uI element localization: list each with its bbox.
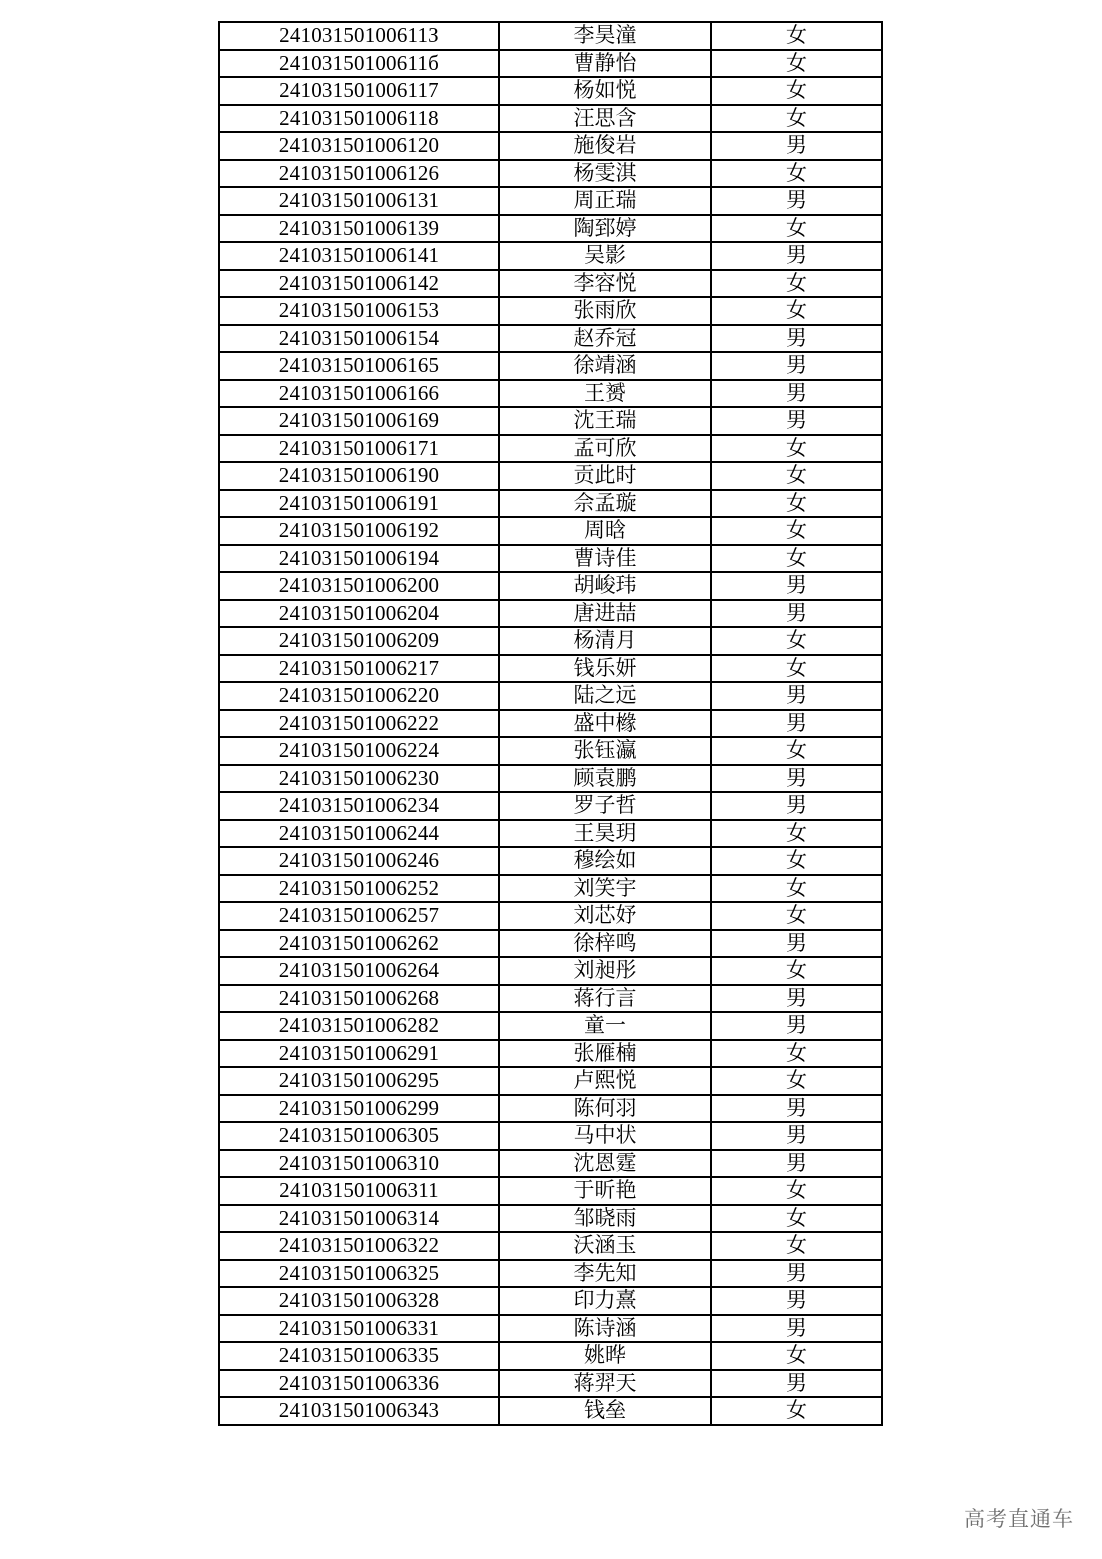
exam-number-cell: 241031501006246 xyxy=(219,847,499,875)
student-name-cell: 沈王瑞 xyxy=(499,407,711,435)
exam-number-cell: 241031501006252 xyxy=(219,875,499,903)
exam-number-cell: 241031501006166 xyxy=(219,380,499,408)
gender-cell: 女 xyxy=(711,270,882,298)
gender-cell: 女 xyxy=(711,160,882,188)
student-name-cell: 盛中橼 xyxy=(499,710,711,738)
gender-cell: 女 xyxy=(711,215,882,243)
gender-cell: 女 xyxy=(711,105,882,133)
exam-number-cell: 241031501006192 xyxy=(219,517,499,545)
gender-cell: 女 xyxy=(711,297,882,325)
table-row xyxy=(219,1232,882,1260)
student-name-cell: 钱乐妍 xyxy=(499,655,711,683)
table-row xyxy=(219,1150,882,1178)
table-row xyxy=(219,1342,882,1370)
table-row xyxy=(219,1067,882,1095)
student-name-cell: 胡峻玮 xyxy=(499,572,711,600)
gender-cell: 女 xyxy=(711,737,882,765)
exam-number-cell: 24103150100611б xyxy=(219,50,499,78)
table-row xyxy=(219,77,882,105)
gender-cell: 女 xyxy=(711,517,882,545)
table-row xyxy=(219,957,882,985)
gender-cell: 男 xyxy=(711,325,882,353)
table-row xyxy=(219,380,882,408)
gender-cell: 男 xyxy=(711,572,882,600)
table-row xyxy=(219,462,882,490)
student-name-cell: 李先知 xyxy=(499,1260,711,1288)
student-name-cell: 于昕艳 xyxy=(499,1177,711,1205)
gender-cell: 女 xyxy=(711,820,882,848)
gender-cell: 男 xyxy=(711,1260,882,1288)
exam-number-cell: 241031501006244 xyxy=(219,820,499,848)
table-row xyxy=(219,902,882,930)
table-row xyxy=(219,160,882,188)
gender-cell: 男 xyxy=(711,710,882,738)
table-row xyxy=(219,1177,882,1205)
table-row xyxy=(219,627,882,655)
gender-cell: 女 xyxy=(711,77,882,105)
gender-cell: 男 xyxy=(711,352,882,380)
student-name-cell: 马中状 xyxy=(499,1122,711,1150)
student-name-cell: 沃涵玉 xyxy=(499,1232,711,1260)
student-name-cell: 赵乔冠 xyxy=(499,325,711,353)
exam-number-cell: 241031501006299 xyxy=(219,1095,499,1123)
gender-cell: 男 xyxy=(711,1287,882,1315)
table-row xyxy=(219,242,882,270)
gender-cell: 女 xyxy=(711,50,882,78)
student-name-cell: 李容悦 xyxy=(499,270,711,298)
student-name-cell: 张钰瀛 xyxy=(499,737,711,765)
table-row xyxy=(219,22,882,50)
watermark-text: 高考直通车 xyxy=(964,1507,1074,1531)
gender-cell: 女 xyxy=(711,627,882,655)
exam-number-cell: 241031501006343 xyxy=(219,1397,499,1425)
student-name-cell: 罗子哲 xyxy=(499,792,711,820)
exam-number-cell: 241031501006171 xyxy=(219,435,499,463)
table-row xyxy=(219,1315,882,1343)
table-row xyxy=(219,270,882,298)
gender-cell: 男 xyxy=(711,1122,882,1150)
exam-number-cell: 241031501006305 xyxy=(219,1122,499,1150)
exam-number-cell: 241031501006234 xyxy=(219,792,499,820)
table-row xyxy=(219,1287,882,1315)
exam-number-cell: 241031501006139 xyxy=(219,215,499,243)
exam-number-cell: 241031501006222 xyxy=(219,710,499,738)
table-row xyxy=(219,737,882,765)
exam-number-cell: 241031501006322 xyxy=(219,1232,499,1260)
gender-cell: 男 xyxy=(711,1315,882,1343)
student-name-cell: 沈恩霆 xyxy=(499,1150,711,1178)
table-row xyxy=(219,187,882,215)
exam-number-cell: 241031501006169 xyxy=(219,407,499,435)
student-name-cell: 姚晔 xyxy=(499,1342,711,1370)
student-name-cell: 佘孟璇 xyxy=(499,490,711,518)
table-row xyxy=(219,1260,882,1288)
table-row xyxy=(219,847,882,875)
gender-cell: 女 xyxy=(711,545,882,573)
student-name-cell: 刘昶彤 xyxy=(499,957,711,985)
exam-number-cell: 241031501006325 xyxy=(219,1260,499,1288)
student-name-cell: 顾袁鹏 xyxy=(499,765,711,793)
exam-number-cell: 241031501006131 xyxy=(219,187,499,215)
gender-cell: 男 xyxy=(711,380,882,408)
exam-number-cell: 241031501006117 xyxy=(219,77,499,105)
student-name-cell: 张雨欣 xyxy=(499,297,711,325)
exam-number-cell: 241031501006328 xyxy=(219,1287,499,1315)
student-name-cell: 陈诗涵 xyxy=(499,1315,711,1343)
exam-number-cell: 241031501006190 xyxy=(219,462,499,490)
table-row xyxy=(219,875,882,903)
student-name-cell: 汪思含 xyxy=(499,105,711,133)
exam-number-cell: 241031501006314 xyxy=(219,1205,499,1233)
gender-cell: 男 xyxy=(711,132,882,160)
student-name-cell: 杨如悦 xyxy=(499,77,711,105)
gender-cell: 男 xyxy=(711,765,882,793)
gender-cell: 女 xyxy=(711,902,882,930)
student-name-cell: 刘笑宇 xyxy=(499,875,711,903)
gender-cell: 女 xyxy=(711,1205,882,1233)
table-row xyxy=(219,930,882,958)
student-name-cell: 陶郅婷 xyxy=(499,215,711,243)
gender-cell: 女 xyxy=(711,957,882,985)
exam-number-cell: 241031501006310 xyxy=(219,1150,499,1178)
table-row xyxy=(219,1397,882,1425)
gender-cell: 女 xyxy=(711,22,882,50)
gender-cell: 男 xyxy=(711,1150,882,1178)
student-name-cell: 杨雯淇 xyxy=(499,160,711,188)
table-row xyxy=(219,655,882,683)
student-name-cell: 吴影 xyxy=(499,242,711,270)
student-name-cell: 王赟 xyxy=(499,380,711,408)
exam-number-cell: 241031501006204 xyxy=(219,600,499,628)
exam-number-cell: 241031501006154 xyxy=(219,325,499,353)
student-name-cell: 徐靖涵 xyxy=(499,352,711,380)
exam-number-cell: 241031501006126 xyxy=(219,160,499,188)
gender-cell: 男 xyxy=(711,187,882,215)
student-name-cell: 卢熙悦 xyxy=(499,1067,711,1095)
exam-number-cell: 241031501006336 xyxy=(219,1370,499,1398)
exam-number-cell: 241031501006142 xyxy=(219,270,499,298)
exam-number-cell: 241031501006220 xyxy=(219,682,499,710)
table-row xyxy=(219,600,882,628)
gender-cell: 男 xyxy=(711,600,882,628)
gender-cell: 女 xyxy=(711,462,882,490)
exam-number-cell: 241031501006331 xyxy=(219,1315,499,1343)
student-name-cell: 印力熹 xyxy=(499,1287,711,1315)
table-row xyxy=(219,1040,882,1068)
table-row xyxy=(219,1122,882,1150)
table-row xyxy=(219,1205,882,1233)
student-name-cell: 刘芯妤 xyxy=(499,902,711,930)
exam-number-cell: 241031501006282 xyxy=(219,1012,499,1040)
student-name-cell: 徐梓鸣 xyxy=(499,930,711,958)
gender-cell: 女 xyxy=(711,1232,882,1260)
student-name-cell: 唐进喆 xyxy=(499,600,711,628)
table-row xyxy=(219,50,882,78)
gender-cell: 女 xyxy=(711,1397,882,1425)
student-name-cell: 穆绘如 xyxy=(499,847,711,875)
exam-number-cell: 241031501006264 xyxy=(219,957,499,985)
table-row xyxy=(219,820,882,848)
student-name-cell: 施俊岩 xyxy=(499,132,711,160)
exam-number-cell: 241031501006257 xyxy=(219,902,499,930)
student-name-cell: 钱垒 xyxy=(499,1397,711,1425)
gender-cell: 女 xyxy=(711,1067,882,1095)
exam-number-cell: 241031501006194 xyxy=(219,545,499,573)
roster-body xyxy=(219,22,882,1425)
exam-number-cell: 241031501006200 xyxy=(219,572,499,600)
table-row xyxy=(219,682,882,710)
gender-cell: 女 xyxy=(711,1040,882,1068)
exam-number-cell: 241031501006118 xyxy=(219,105,499,133)
exam-number-cell: 241031501006268 xyxy=(219,985,499,1013)
gender-cell: 女 xyxy=(711,435,882,463)
exam-number-cell: 241031501006295 xyxy=(219,1067,499,1095)
student-name-cell: 王昊玥 xyxy=(499,820,711,848)
gender-cell: 男 xyxy=(711,242,882,270)
exam-number-cell: 241031501006217 xyxy=(219,655,499,683)
exam-number-cell: 241031501006209 xyxy=(219,627,499,655)
table-row xyxy=(219,325,882,353)
gender-cell: 男 xyxy=(711,985,882,1013)
student-name-cell: 李昊潼 xyxy=(499,22,711,50)
student-name-cell: 杨清月 xyxy=(499,627,711,655)
student-name-cell: 童一 xyxy=(499,1012,711,1040)
table-row xyxy=(219,105,882,133)
table-row xyxy=(219,545,882,573)
gender-cell: 女 xyxy=(711,875,882,903)
student-name-cell: 贡此时 xyxy=(499,462,711,490)
exam-number-cell: 241031501006120 xyxy=(219,132,499,160)
gender-cell: 男 xyxy=(711,682,882,710)
exam-number-cell: 241031501006335 xyxy=(219,1342,499,1370)
exam-number-cell: 241031501006291 xyxy=(219,1040,499,1068)
table-row xyxy=(219,1370,882,1398)
gender-cell: 男 xyxy=(711,930,882,958)
student-name-cell: 陆之远 xyxy=(499,682,711,710)
table-row xyxy=(219,215,882,243)
table-row xyxy=(219,710,882,738)
table-row xyxy=(219,297,882,325)
table-row xyxy=(219,792,882,820)
table-row xyxy=(219,765,882,793)
student-roster-table xyxy=(218,21,883,1426)
table-row xyxy=(219,132,882,160)
student-name-cell: 陈何羽 xyxy=(499,1095,711,1123)
gender-cell: 女 xyxy=(711,847,882,875)
exam-number-cell: 241031501006230 xyxy=(219,765,499,793)
exam-number-cell: 24103150100611З xyxy=(219,22,499,50)
student-name-cell: 周晗 xyxy=(499,517,711,545)
student-name-cell: 周正瑞 xyxy=(499,187,711,215)
table-row xyxy=(219,407,882,435)
table-row xyxy=(219,435,882,463)
gender-cell: 男 xyxy=(711,1370,882,1398)
gender-cell: 男 xyxy=(711,407,882,435)
student-name-cell: 曹诗佳 xyxy=(499,545,711,573)
gender-cell: 男 xyxy=(711,792,882,820)
gender-cell: 女 xyxy=(711,1342,882,1370)
table-row xyxy=(219,1095,882,1123)
gender-cell: 女 xyxy=(711,1177,882,1205)
student-name-cell: 蒋羿天 xyxy=(499,1370,711,1398)
student-name-cell: 曹静怡 xyxy=(499,50,711,78)
exam-number-cell: 241031501006224 xyxy=(219,737,499,765)
gender-cell: 男 xyxy=(711,1012,882,1040)
student-name-cell: 蒋行言 xyxy=(499,985,711,1013)
table-row xyxy=(219,490,882,518)
exam-number-cell: 241031501006191 xyxy=(219,490,499,518)
gender-cell: 女 xyxy=(711,655,882,683)
student-name-cell: 邹晓雨 xyxy=(499,1205,711,1233)
exam-number-cell: 241031501006153 xyxy=(219,297,499,325)
table-row xyxy=(219,517,882,545)
gender-cell: 女 xyxy=(711,490,882,518)
exam-number-cell: 241031501006141 xyxy=(219,242,499,270)
exam-number-cell: 241031501006262 xyxy=(219,930,499,958)
table-row xyxy=(219,985,882,1013)
student-name-cell: 孟可欣 xyxy=(499,435,711,463)
table-row xyxy=(219,1012,882,1040)
exam-number-cell: 241031501006165 xyxy=(219,352,499,380)
student-name-cell: 张雁楠 xyxy=(499,1040,711,1068)
table-row xyxy=(219,572,882,600)
gender-cell: 男 xyxy=(711,1095,882,1123)
exam-number-cell: 241031501006311 xyxy=(219,1177,499,1205)
table-row xyxy=(219,352,882,380)
